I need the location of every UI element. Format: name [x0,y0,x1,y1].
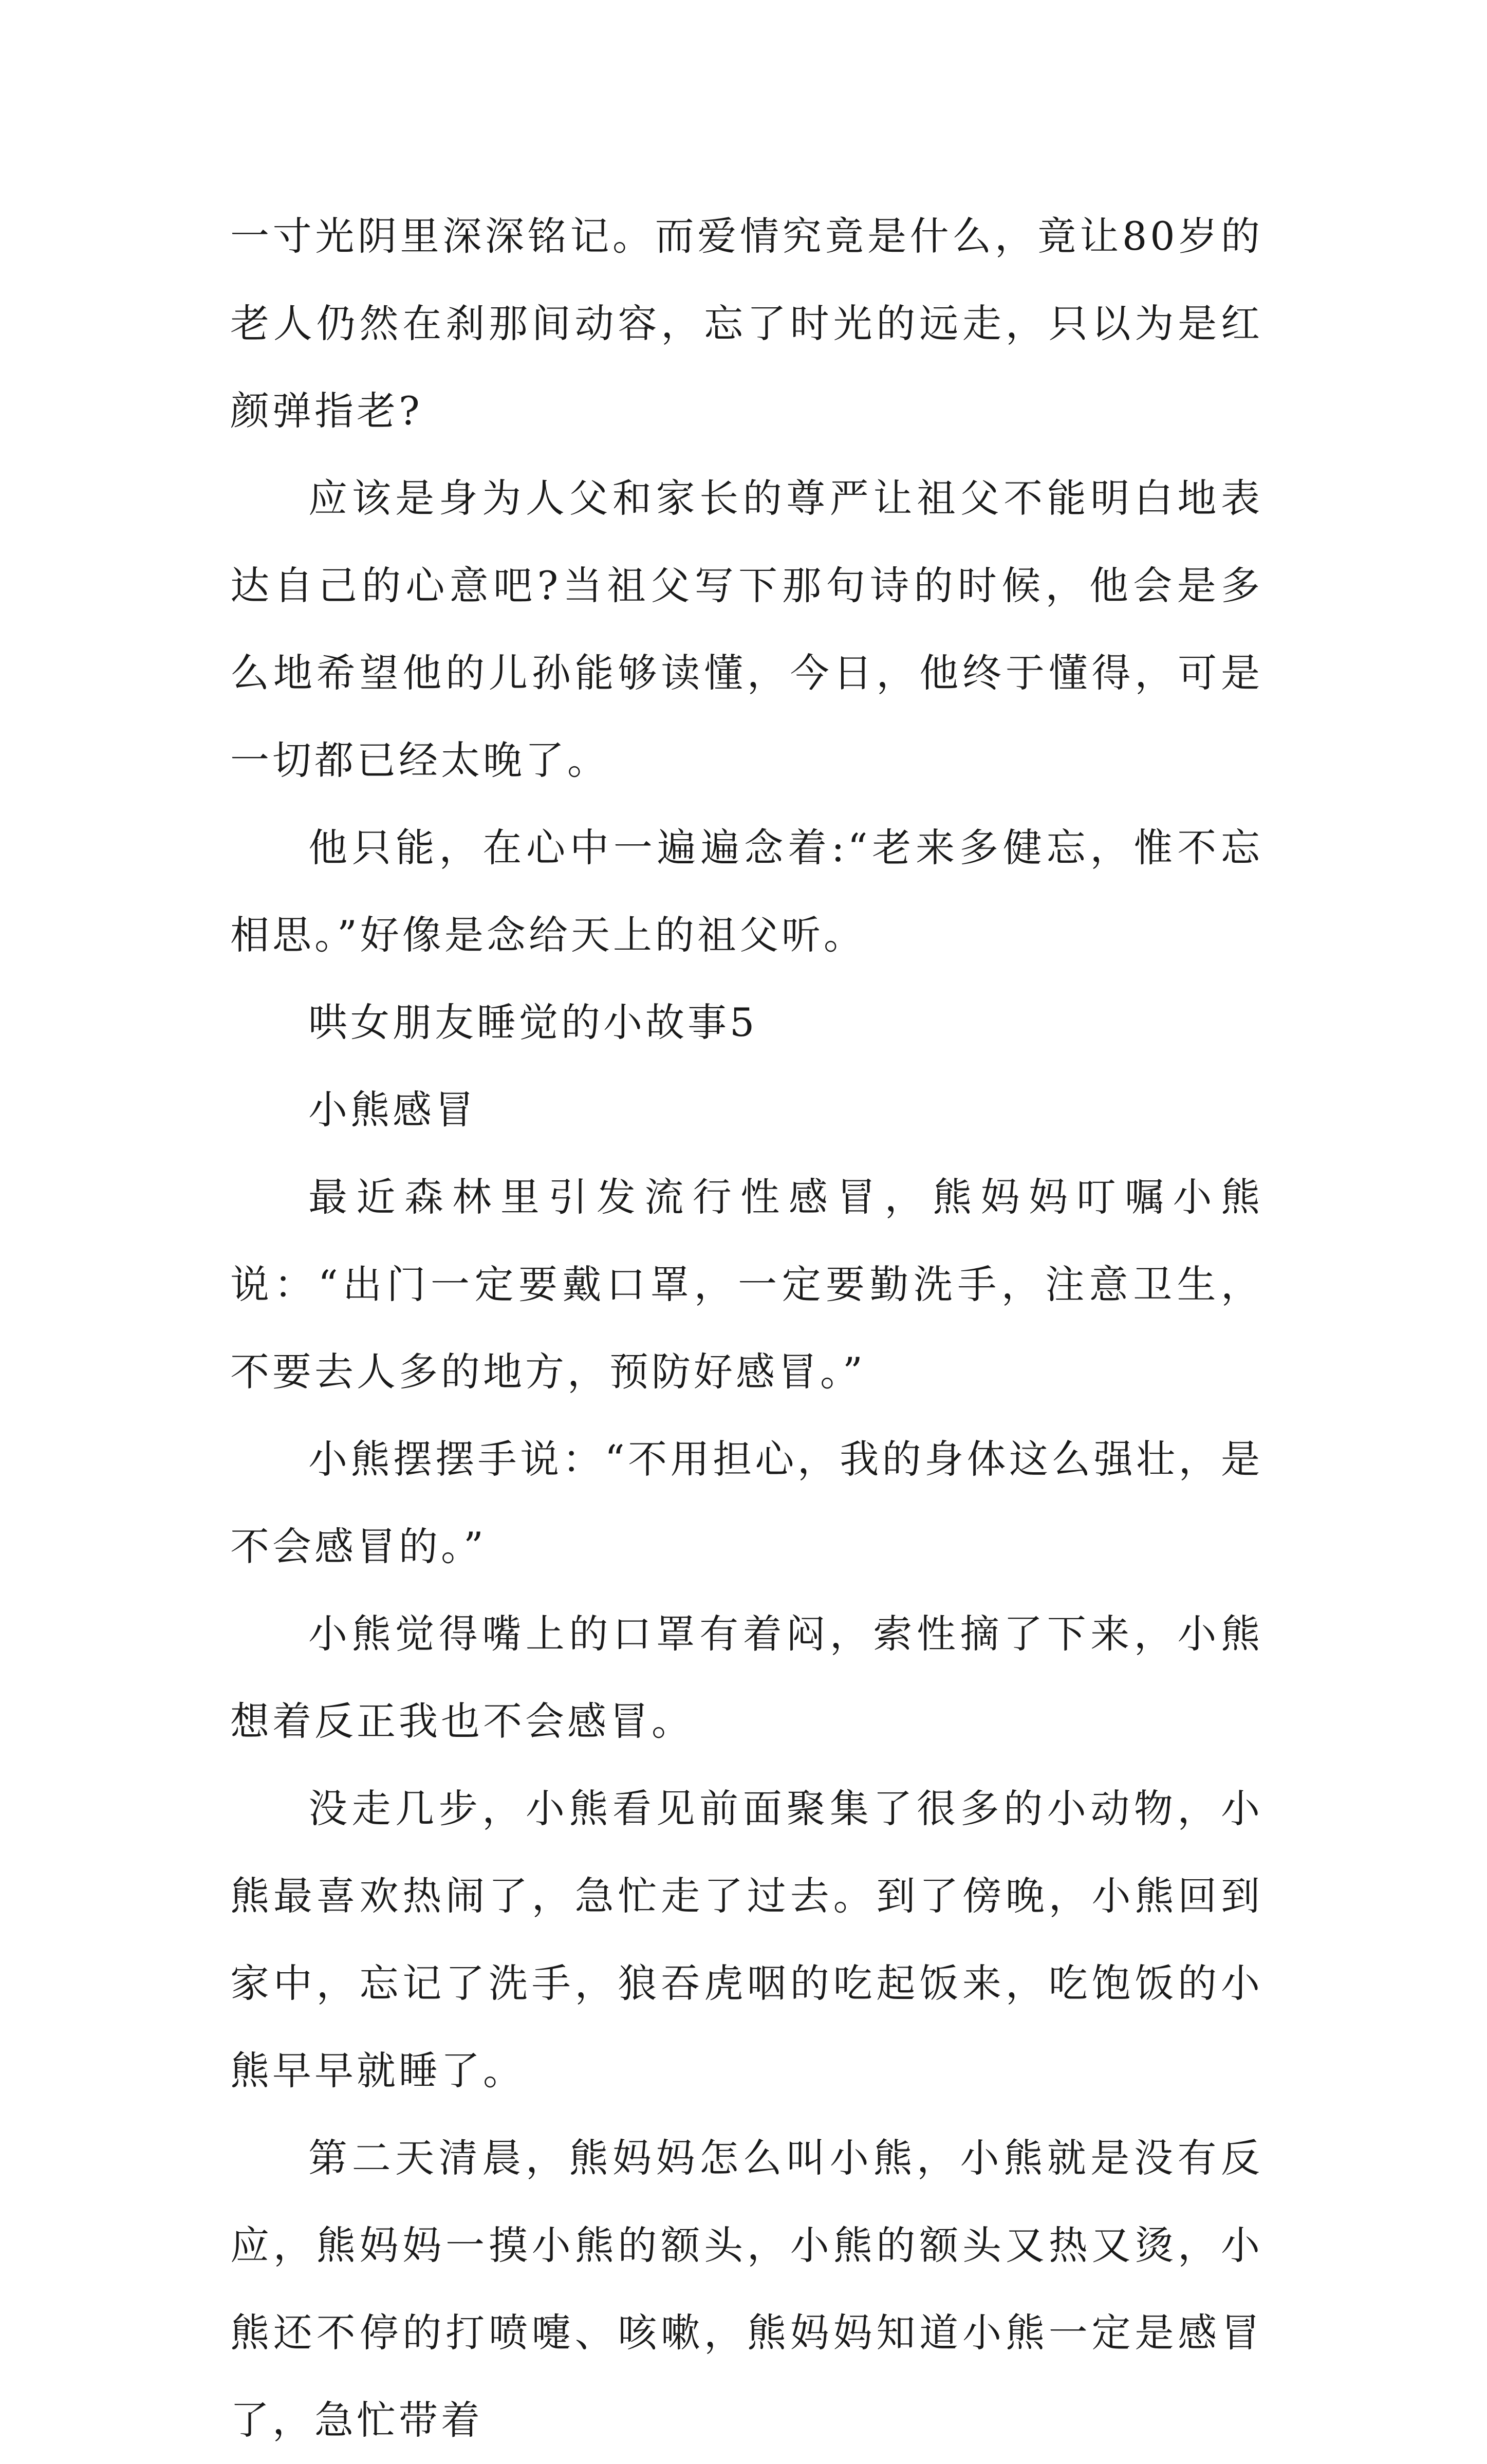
paragraph-8: 小熊觉得嘴上的口罩有着闷，索性摘了下来，小熊想着反正我也不会感冒。 [230,1611,1263,1744]
paragraph-1: 一寸光阴里深深铭记。而爱情究竟是什么，竟让80岁的老人仍然在刹那间动容，忘了时光的远走，只以为是红颜弹指老? [230,213,1263,434]
paragraph-6: 最近森林里引发流行性感冒，熊妈妈叮嘱小熊说：“出门一定要戴口罩，一定要勤洗手，注意卫生，不要去人多的地方，预防好感冒。” [230,1174,1263,1395]
paragraph-3: 他只能，在心中一遍遍念着:“老来多健忘，惟不忘相思。”好像是念给天上的祖父听。 [230,825,1263,958]
story-title: 小熊感冒 [308,1087,477,1133]
paragraph-10: 第二天清晨，熊妈妈怎么叫小熊，小熊就是没有反应，熊妈妈一摸小熊的额头，小熊的额头又热又烫，小熊还不停的打喷嚏、咳嗽，熊妈妈知道小熊一定是感冒了，急忙带着 [230,2135,1263,2443]
document-body [230,193,1263,2464]
story-heading: 哄女朋友睡觉的小故事5 [308,999,758,1045]
paragraph-2: 应该是身为人父和家长的尊严让祖父不能明白地表达自己的心意吧?当祖父写下那句诗的时候，他会是多么地希望他的儿孙能够读懂，今日，他终于懂得，可是一切都已经太晚了。 [230,475,1263,783]
paragraph-9: 没走几步，小熊看见前面聚集了很多的小动物，小熊最喜欢热闹了，急忙走了过去。到了傍晚，小熊回到家中，忘记了洗手，狼吞虎咽的吃起饭来，吃饱饭的小熊早早就睡了。 [230,1786,1263,2094]
paragraph-7: 小熊摆摆手说：“不用担心，我的身体这么强壮，是不会感冒的。” [230,1436,1263,1569]
